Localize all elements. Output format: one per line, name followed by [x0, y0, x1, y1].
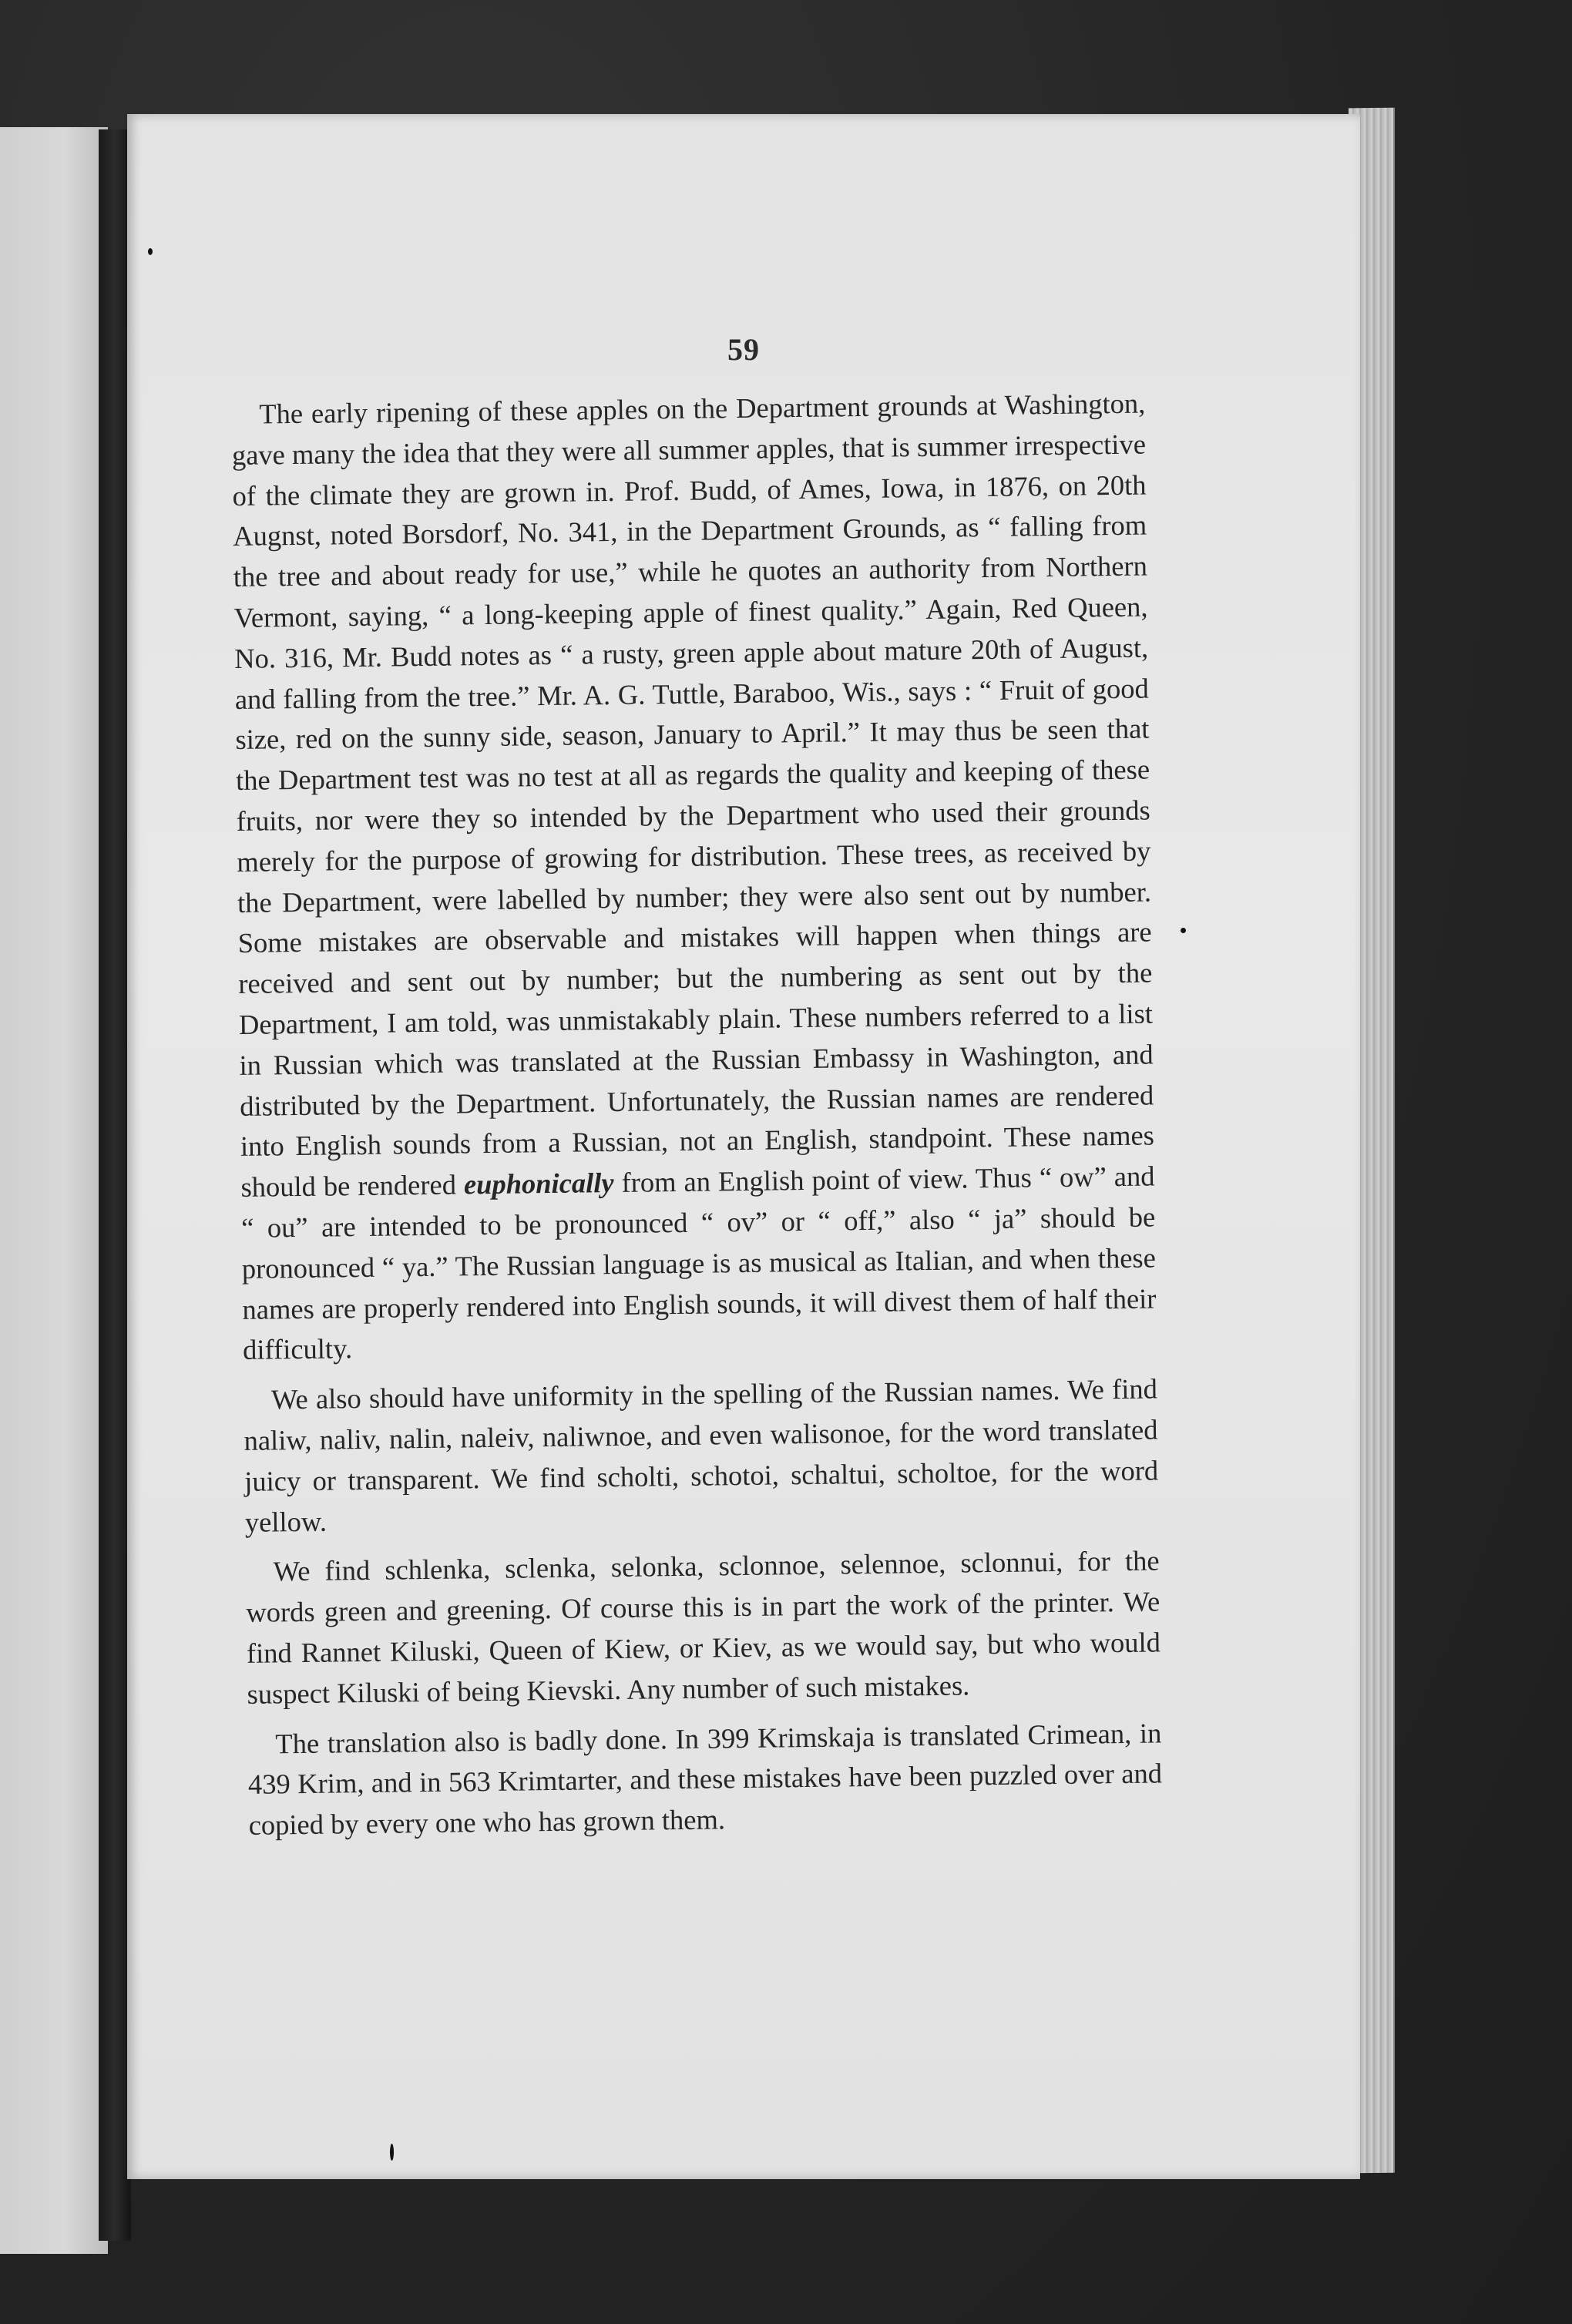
dust-speck	[390, 2144, 394, 2161]
paragraph-1-text-b: from an English point of view. Thus “ ow” and “ ou” are intended to be pronounced “ ov” or “ off,” also “ ja” should be pronounced “ ya.” The Russian language is as musical as Italian, and when these names are properly rendered into English sounds, it will divest them of half their difficulty.	[240, 1160, 1157, 1366]
body-text	[231, 384, 1163, 1846]
dust-speck	[1181, 928, 1186, 933]
paragraph-1	[231, 384, 1157, 1372]
paragraph-3: We find schlenka, sclenka, selonka, sclonnoe, selennoe, sclonnui, for the words green and greening. Of course this is in part the work of the printer. We find Rannet Kiluski, Queen of Kiew, or Kiev, as we would say, but who would suspect Kiluski of being Kievski. Any number of such mistakes.	[246, 1544, 1161, 1710]
page-number: 59	[727, 332, 760, 367]
paragraph-1-text-a: The early ripening of these apples on the Department grounds at Washington, gave many the idea that they were all summer apples, that is summer irrespective of the climate they are grown in. Prof. Budd, of Ames, Iowa, in 1876, on 20th Augnst, noted Borsdorf, No. 341, in the Department Grounds, as “ falling from the tree and about ready for use,” while he quotes an authority from Northern Vermont, saying, “ a long-keeping apple of finest quality.” Again, Red Queen, No. 316, Mr. Budd notes as “ a rusty, green apple about mature 20th of August, and falling from the tree.” Mr. A. G. Tuttle, Baraboo, Wis., says : “ Fruit of good size, red on the sunny side, season, January to April.” It may thus be seen that the Department test was no test at all as regards the quality and keeping of these fruits, nor were they so intended by the Department who used their grounds merely for the purpose of growing for distribution. These trees, as received by the Department, were labelled by number; they were also sent out by number. Some mistakes are observable and mistakes will happen when things are received and sent out by number; but the numbering as sent out by the Department, I am told, was unmistakably plain. These numbers referred to a list in Russian which was translated at the Russian Embassy in Washington, and distributed by the Department. Unfortunately, the Russian names are rendered into English sounds from a Russian, not an English, standpoint. These names should be rendered	[231, 387, 1155, 1204]
paragraph-4: The translation also is badly done. In 399 Krimskaja is translated Crimean, in 439 Krim, and in 563 Krimtarter, and these mistakes have been puzzled over and copied by every one who has grown them.	[247, 1716, 1163, 1841]
dust-speck	[148, 248, 153, 255]
book-gutter	[99, 129, 131, 2241]
facing-page-edge	[0, 127, 108, 2254]
paragraph-2: We also should have uniformity in the spelling of the Russian names. We find naliw, naliv, nalin, naleiv, naliwnoe, and even walisonoe, for the word translated juicy or transparent. We find scholti, schotoi, schaltui, scholtoe, for the word yellow.	[244, 1372, 1159, 1538]
emphasized-word: euphonically	[463, 1167, 614, 1201]
